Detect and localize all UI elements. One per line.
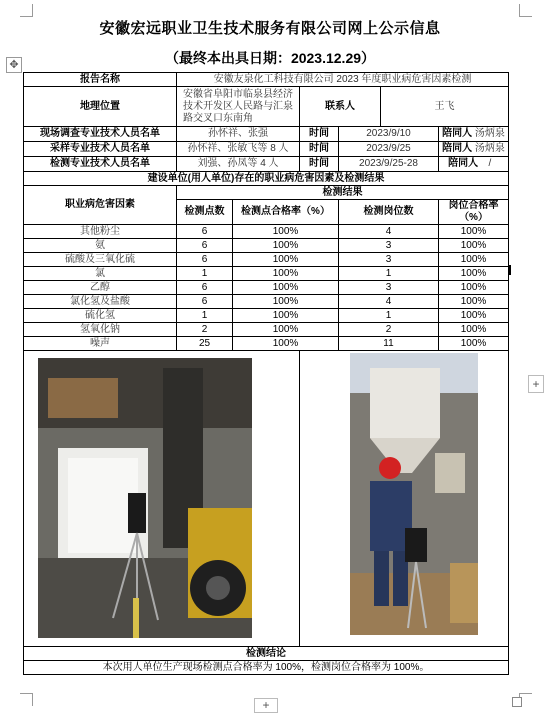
testing-time: 2023/9/25-28 <box>339 157 439 172</box>
results-body <box>24 225 509 351</box>
contact-label: 联系人 <box>300 87 381 127</box>
row-section-title <box>24 172 509 186</box>
result-points: 6 <box>177 281 233 295</box>
result-posts: 1 <box>339 309 439 323</box>
row-conclusion-title <box>24 647 509 661</box>
result-row <box>24 295 509 309</box>
result-row <box>24 253 509 267</box>
result-posts: 1 <box>339 267 439 281</box>
result-row <box>24 337 509 351</box>
location-value: 安徽省阜阳市临泉县经济技术开发区人民路与汇泉路交叉口东南角 <box>177 87 300 127</box>
table-resize-handle[interactable] <box>512 697 522 707</box>
result-factor: 噪声 <box>24 337 177 351</box>
result-point-rate: 100% <box>233 309 339 323</box>
col-posts-header: 检测岗位数 <box>339 200 439 225</box>
testing-staff: 刘强、孙凤等 4 人 <box>177 157 300 172</box>
result-points: 6 <box>177 225 233 239</box>
crop-mark-top-right <box>519 4 532 17</box>
testing-label: 检测专业技术人员名单 <box>24 157 177 172</box>
result-row <box>24 281 509 295</box>
add-row-icon[interactable]: + <box>254 698 278 713</box>
result-header: 检测结果 <box>177 186 509 200</box>
testing-companion: / <box>488 158 492 169</box>
sampling-label: 采样专业技术人员名单 <box>24 142 177 157</box>
result-point-rate: 100% <box>233 337 339 351</box>
document-subtitle: （最终本出具日期：2023.12.29） <box>164 50 376 66</box>
result-posts: 3 <box>339 239 439 253</box>
result-factor: 乙醇 <box>24 281 177 295</box>
crop-mark-bottom-left <box>20 693 33 706</box>
testing-companion-label: 陪同人 <box>448 158 479 169</box>
result-posts: 3 <box>339 253 439 267</box>
conclusion-title: 检测结论 <box>24 647 509 661</box>
row-results-header <box>24 186 509 200</box>
col-point-rate-header: 检测点合格率（%） <box>233 200 339 225</box>
result-points: 1 <box>177 309 233 323</box>
result-post-rate: 100% <box>439 295 509 309</box>
survey-staff: 孙怀祥、张强 <box>177 127 300 142</box>
result-factor: 硫化氢 <box>24 309 177 323</box>
row-testing <box>24 157 509 172</box>
document-title: 安徽宏远职业卫生技术服务有限公司网上公示信息 <box>99 20 441 37</box>
col-points-header: 检测点数 <box>177 200 233 225</box>
sampling-time: 2023/9/25 <box>339 142 439 157</box>
result-factor: 硫酸及三氧化硫 <box>24 253 177 267</box>
result-point-rate: 100% <box>233 239 339 253</box>
sampling-companion: 汤炳泉 <box>474 143 505 154</box>
result-posts: 4 <box>339 225 439 239</box>
result-point-rate: 100% <box>233 281 339 295</box>
site-photo-right <box>350 353 478 635</box>
result-post-rate: 100% <box>439 323 509 337</box>
report-name-value: 安徽友泉化工科技有限公司 2023 年度职业病危害因素检测 <box>177 73 509 87</box>
site-photo-left-image <box>38 358 252 638</box>
sampling-companion-label: 陪同人 <box>442 143 473 154</box>
factor-header: 职业病危害因素 <box>24 186 177 225</box>
row-conclusion-text <box>24 661 509 675</box>
result-point-rate: 100% <box>233 253 339 267</box>
result-point-rate: 100% <box>233 267 339 281</box>
crop-mark-top-left <box>20 4 33 17</box>
result-point-rate: 100% <box>233 323 339 337</box>
result-row <box>24 267 509 281</box>
result-row <box>24 239 509 253</box>
row-report-name <box>24 73 509 87</box>
text-cursor <box>509 265 511 275</box>
result-points: 2 <box>177 323 233 337</box>
result-points: 25 <box>177 337 233 351</box>
result-factor: 氯化氢及盐酸 <box>24 295 177 309</box>
row-photos <box>24 351 509 647</box>
result-factor: 氢氧化钠 <box>24 323 177 337</box>
site-photo-left <box>38 358 252 638</box>
row-location <box>24 87 509 127</box>
result-posts: 3 <box>339 281 439 295</box>
result-post-rate: 100% <box>439 309 509 323</box>
row-sampling <box>24 142 509 157</box>
result-post-rate: 100% <box>439 267 509 281</box>
table-move-handle-icon[interactable]: ✥ <box>6 57 22 73</box>
report-name-label: 报告名称 <box>24 73 177 87</box>
photo-cell-right <box>300 351 509 647</box>
sampling-time-label: 时间 <box>300 142 339 157</box>
result-post-rate: 100% <box>439 281 509 295</box>
result-post-rate: 100% <box>439 253 509 267</box>
survey-label: 现场调查专业技术人员名单 <box>24 127 177 142</box>
result-row <box>24 309 509 323</box>
sampling-companion-cell <box>439 142 509 157</box>
result-posts: 4 <box>339 295 439 309</box>
add-column-icon[interactable]: + <box>528 375 544 393</box>
contact-value: 王飞 <box>381 87 509 127</box>
result-points: 1 <box>177 267 233 281</box>
result-factor: 氨 <box>24 239 177 253</box>
report-table <box>23 72 509 675</box>
result-post-rate: 100% <box>439 337 509 351</box>
testing-companion-cell <box>439 157 509 172</box>
result-post-rate: 100% <box>439 225 509 239</box>
site-photo-right-image <box>350 353 478 635</box>
survey-companion: 汤炳泉 <box>474 128 505 139</box>
result-points: 6 <box>177 253 233 267</box>
result-post-rate: 100% <box>439 239 509 253</box>
result-factor: 氯 <box>24 267 177 281</box>
survey-time-label: 时间 <box>300 127 339 142</box>
survey-time: 2023/9/10 <box>339 127 439 142</box>
results-section-title: 建设单位(用人单位)存在的职业病危害因素及检测结果 <box>24 172 509 186</box>
result-row <box>24 225 509 239</box>
photo-cell-left <box>24 351 300 647</box>
result-posts: 11 <box>339 337 439 351</box>
survey-companion-cell <box>439 127 509 142</box>
sampling-staff: 孙怀祥、张敏飞等 8 人 <box>177 142 300 157</box>
result-point-rate: 100% <box>233 225 339 239</box>
result-points: 6 <box>177 239 233 253</box>
result-row <box>24 323 509 337</box>
location-label: 地理位置 <box>24 87 177 127</box>
result-factor: 其他粉尘 <box>24 225 177 239</box>
testing-time-label: 时间 <box>300 157 339 172</box>
result-point-rate: 100% <box>233 295 339 309</box>
result-points: 6 <box>177 295 233 309</box>
conclusion-text: 本次用人单位生产现场检测点合格率为 100%，检测岗位合格率为 100%。 <box>24 661 509 675</box>
result-posts: 2 <box>339 323 439 337</box>
survey-companion-label: 陪同人 <box>442 128 473 139</box>
col-post-rate-header: 岗位合格率（%） <box>439 200 509 225</box>
row-survey <box>24 127 509 142</box>
